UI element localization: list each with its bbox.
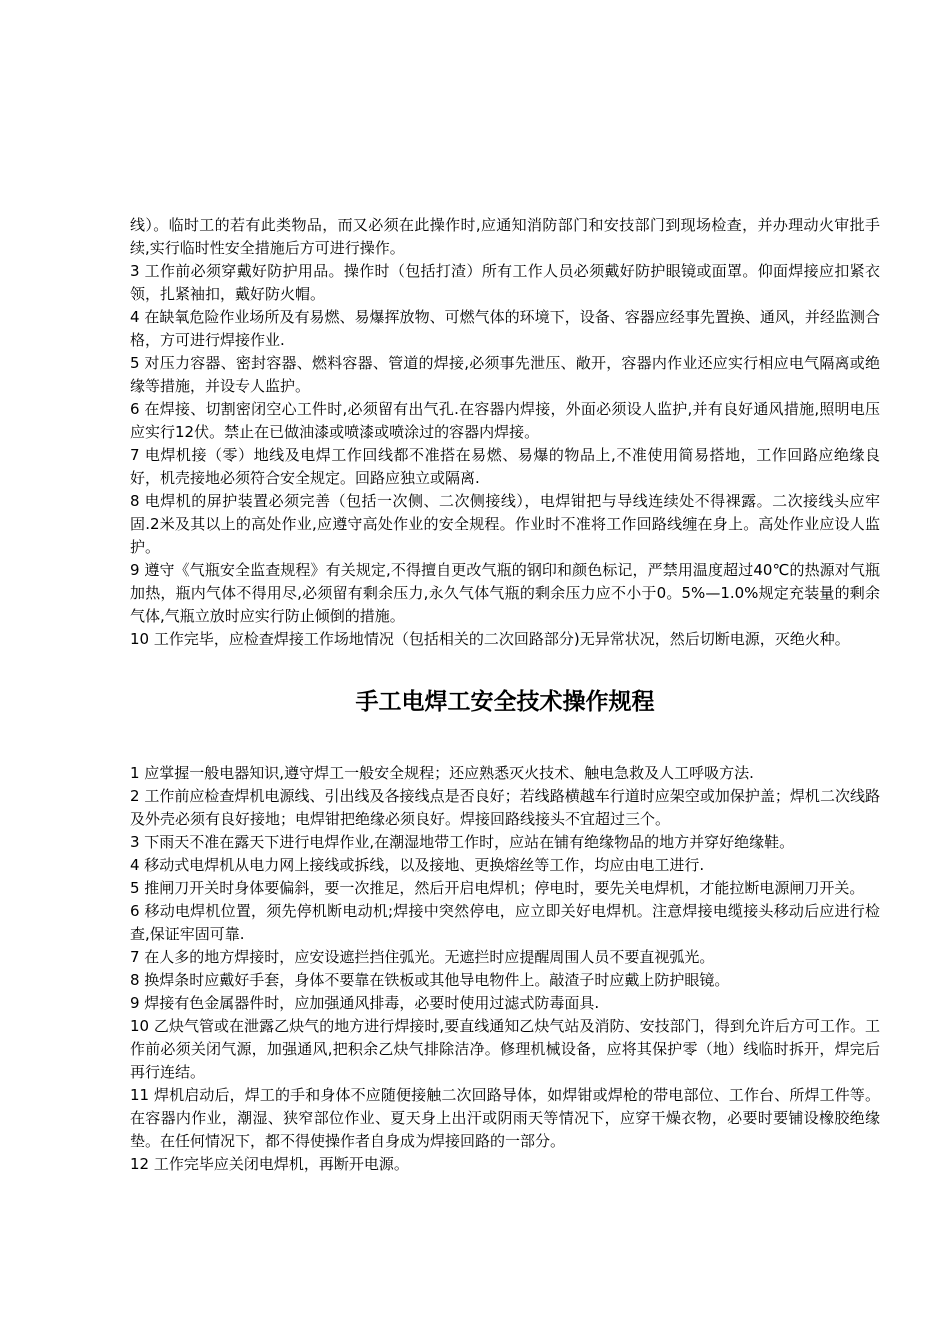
rule-item-3: 3 下雨天不准在露天下进行电焊作业,在潮湿地带工作时，应站在铺有绝缘物品的地方并穿好绝缘鞋。: [130, 833, 795, 851]
section-1-body: [130, 214, 880, 651]
rule-item-1: 1 应掌握一般电器知识,遵守焊工一般安全规程；还应熟悉灭火技术、触电急救及人工呼吸方法.: [130, 764, 754, 782]
paragraph-item-6: 6 在焊接、切割密闭空心工件时,必须留有出气孔.在容器内焊接，外面必须设人监护,并有良好通风措施,照明电压应实行12伏。禁止在已做油漆或喷漆或喷涂过的容器内焊接。: [130, 400, 880, 441]
paragraph-item-7: 7 电焊机接（零）地线及电焊工作回线都不准搭在易燃、易爆的物品上,不准使用简易搭地，工作回路应绝缘良好，机壳接地必须符合安全规定。回路应独立或隔离.: [130, 446, 880, 487]
rule-item-5: 5 推闸刀开关时身体要偏斜，要一次推足，然后开启电焊机；停电时，要先关电焊机，才能拉断电源闸刀开关。: [130, 879, 865, 897]
rule-item-2: 2 工作前应检查焊机电源线、引出线及各接线点是否良好；若线路横越车行道时应架空或加保护盖；焊机二次线路及外壳必须有良好接地；电焊钳把绝缘必须良好。焊接回路线接头不宜超过三个。: [130, 787, 880, 828]
paragraph-item-9: 9 遵守《气瓶安全监查规程》有关规定,不得擅自更改气瓶的钢印和颜色标记，严禁用温度超过40℃的热源对气瓶加热，瓶内气体不得用尽,必须留有剩余压力,永久气体气瓶的剩余压力应不小于0。5%—1.0%规定充装量的剩余气体,气瓶立放时应实行防止倾倒的措施。: [130, 561, 880, 625]
rule-item-11: 11 焊机启动后，焊工的手和身体不应随便接触二次回路导体，如焊钳或焊枪的带电部位、工作台、所焊工件等。在容器内作业，潮湿、狭窄部位作业、夏天身上出汗或阴雨天等情况下，应穿干燥衣物，必要时要铺设橡胶绝缘垫。在任何情况下，都不得使操作者自身成为焊接回路的一部分。: [130, 1086, 880, 1150]
rule-item-8: 8 换焊条时应戴好手套，身体不要靠在铁板或其他导电物件上。敲渣子时应戴上防护眼镜。: [130, 971, 730, 989]
rule-item-7: 7 在人多的地方焊接时，应安设遮拦挡住弧光。无遮拦时应提醒周围人员不要直视弧光。: [130, 948, 715, 966]
paragraph-continued-line: 线）。临时工的若有此类物品，而又必须在此操作时,应通知消防部门和安技部门到现场检查，并办理动火审批手续,实行临时性安全措施后方可进行操作。: [130, 216, 880, 257]
section-2-body: [130, 762, 880, 1176]
rule-item-10: 10 乙炔气管或在泄露乙炔气的地方进行焊接时,要直线通知乙炔气站及消防、安技部门，得到允许后方可工作。工作前必须关闭气源，加强通风,把积余乙炔气排除洁净。修理机械设备，应将其保护零（地）线临时拆开，焊完后再行连结。: [130, 1017, 880, 1081]
paragraph-item-10: 10 工作完毕，应检查焊接工作场地情况（包括相关的二次回路部分)无异常状况，然后切断电源，灭绝火种。: [130, 630, 850, 648]
document-page: [130, 214, 880, 1176]
rule-item-6: 6 移动电焊机位置，须先停机断电动机;焊接中突然停电，应立即关好电焊机。注意焊接电缆接头移动后应进行检查,保证牢固可靠.: [130, 902, 880, 943]
paragraph-item-3: 3 工作前必须穿戴好防护用品。操作时（包括打渣）所有工作人员必须戴好防护眼镜或面罩。仰面焊接应扣紧衣领，扎紧袖扣，戴好防火帽。: [130, 262, 880, 303]
paragraph-item-4: 4 在缺氧危险作业场所及有易燃、易爆挥放物、可燃气体的环境下，设备、容器应经事先置换、通风，并经监测合格，方可进行焊接作业.: [130, 308, 880, 349]
paragraph-item-8: 8 电焊机的屏护装置必须完善（包括一次侧、二次侧接线），电焊钳把与导线连续处不得裸露。二次接线头应牢固.2米及其以上的高处作业,应遵守高处作业的安全规程。作业时不准将工作回路线缠在身上。高处作业应设人监护。: [130, 492, 880, 556]
rule-item-12: 12 工作完毕应关闭电焊机，再断开电源。: [130, 1155, 409, 1173]
paragraph-item-5: 5 对压力容器、密封容器、燃料容器、管道的焊接,必须事先泄压、敞开，容器内作业还应实行相应电气隔离或绝缘等措施，并设专人监护。: [130, 354, 880, 395]
rule-item-4: 4 移动式电焊机从电力网上接线或拆线，以及接地、更换熔丝等工作，均应由电工进行.: [130, 856, 705, 874]
section-title: 手工电焊工安全技术操作规程: [355, 689, 655, 715]
rule-item-9: 9 焊接有色金属器件时，应加强通风排毒，必要时使用过滤式防毒面具.: [130, 994, 600, 1012]
